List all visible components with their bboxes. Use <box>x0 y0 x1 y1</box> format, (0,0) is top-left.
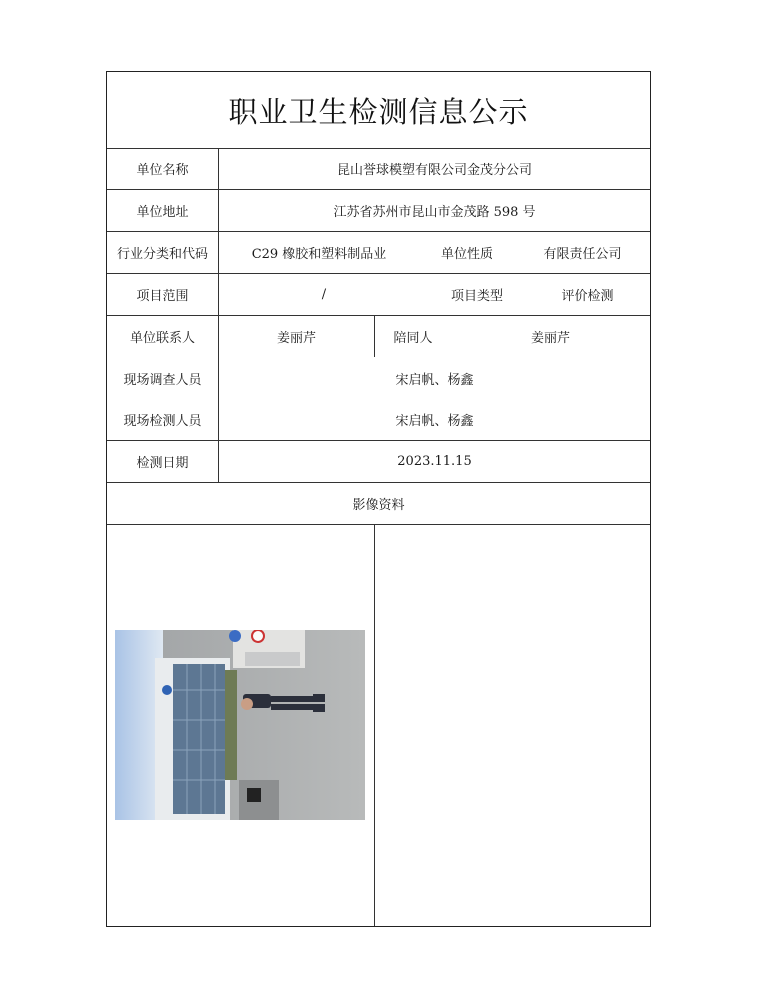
page-title: 职业卫生检测信息公示 <box>228 94 529 129</box>
escort-label: 陪同人 <box>393 330 433 346</box>
unit-nature-label: 单位性质 <box>440 246 493 262</box>
test-staff-value: 宋启帆、杨鑫 <box>395 413 474 429</box>
contact-value: 姜丽芹 <box>276 330 316 346</box>
escort-value: 姜丽芹 <box>530 330 570 346</box>
test-staff-label: 现场检测人员 <box>123 413 202 429</box>
contact-label: 单位联系人 <box>129 330 195 346</box>
info-sheet <box>106 71 651 927</box>
unit-name-label: 单位名称 <box>136 163 189 178</box>
survey-staff-value: 宋启帆、杨鑫 <box>395 372 474 388</box>
project-scope-value: / <box>321 286 327 302</box>
industry-value: C29 橡胶和塑料制品业 <box>251 246 387 262</box>
unit-nature-value: 有限责任公司 <box>543 246 622 262</box>
project-scope-label: 项目范围 <box>136 288 189 304</box>
unit-address-label: 单位地址 <box>136 204 189 220</box>
project-type-value: 评价检测 <box>561 288 614 304</box>
media-divider <box>374 524 375 926</box>
media-section-label: 影像资料 <box>352 497 405 513</box>
row-divider <box>107 524 650 525</box>
project-type-label: 项目类型 <box>450 288 503 304</box>
unit-address-value: 江苏省苏州市昆山市金茂路 598 号 <box>333 204 536 220</box>
unit-name-value: 昆山誉球模塑有限公司金茂分公司 <box>336 163 532 178</box>
industry-label: 行业分类和代码 <box>116 246 208 262</box>
test-date-label: 检测日期 <box>136 455 189 471</box>
test-date-value: 2023.11.15 <box>397 453 472 469</box>
site-photo-image <box>115 630 365 820</box>
site-photo <box>115 630 365 820</box>
survey-staff-label: 现场调查人员 <box>123 372 202 388</box>
